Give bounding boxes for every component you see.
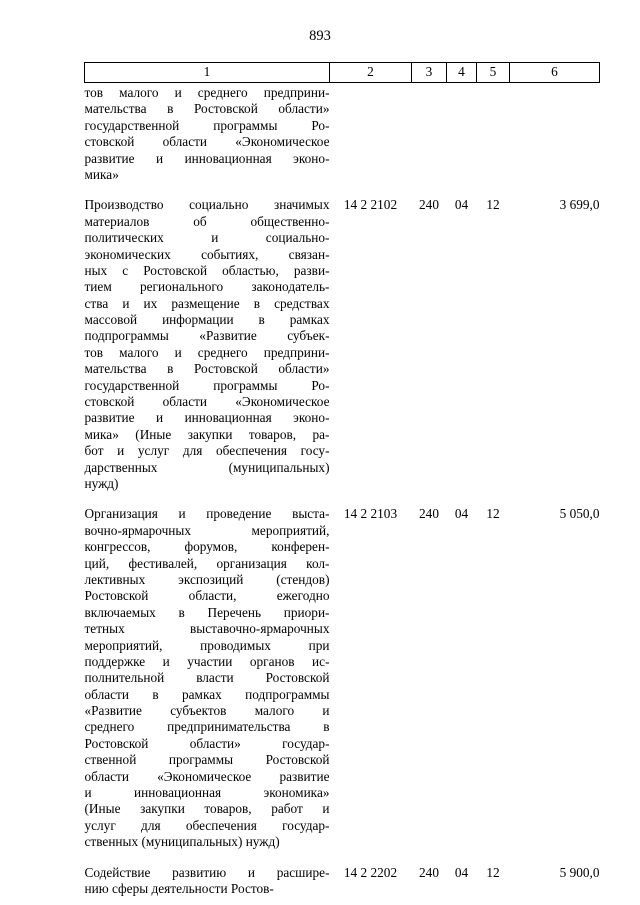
row-description — [85, 492, 330, 850]
table-row — [85, 492, 600, 850]
description-line: услуг для обеспечения государ- — [84, 817, 330, 833]
row-amount: 3 699,0 — [559, 197, 600, 213]
row-expense-type: 240 — [419, 197, 439, 213]
description-line: ственных (муниципальных) нужд) — [84, 834, 280, 850]
description-line: мика» — [84, 166, 119, 182]
description-line: среднего предпринимательства в — [84, 719, 330, 735]
description-line: Организация и проведение выста- — [84, 506, 330, 522]
description-line: ных с Ростовской областью, разви- — [84, 262, 330, 278]
description-line: нужд) — [84, 475, 119, 491]
description-line: тетных выставочно-ярмарочных — [84, 621, 330, 637]
row-code — [330, 83, 412, 184]
column-header-2: 2 — [330, 63, 412, 83]
description-line: ственной программы Ростовской — [84, 752, 330, 768]
description-line: подпрограммы «Развитие субъек- — [84, 328, 330, 344]
description-line: мероприятий, проводимых при — [84, 637, 330, 653]
row-subsection: 12 — [486, 506, 500, 522]
column-header-3: 3 — [412, 63, 447, 83]
table-body — [85, 83, 600, 898]
description-line: области «Экономическое развитие — [84, 768, 330, 784]
description-line: мательства в Ростовской области» — [84, 101, 330, 117]
description-line: политических и социально- — [84, 230, 330, 246]
description-line: поддержке и участии органов ис- — [84, 653, 330, 669]
table-row — [85, 183, 600, 492]
column-header-4: 4 — [447, 63, 477, 83]
description-line: развитие и инновационная эконо- — [84, 410, 330, 426]
row-subsection — [477, 83, 510, 184]
description-line: развитие и инновационная эконо- — [84, 150, 330, 166]
row-code: 14 2 2103 — [343, 506, 398, 522]
description-line: тов малого и среднего предприни- — [84, 344, 330, 360]
row-amount: 5 900,0 — [559, 864, 600, 880]
description-line: области в рамках подпрограммы — [84, 686, 330, 702]
description-line: вочно-ярмарочных мероприятий, — [84, 522, 330, 538]
description-line: ства и их размещение в средствах — [84, 295, 330, 311]
description-line: полнительной власти Ростовской — [84, 670, 330, 686]
column-header-6: 6 — [510, 63, 600, 83]
column-header-5: 5 — [477, 63, 510, 83]
description-line: массовой информации в рамках — [84, 312, 330, 328]
row-description — [85, 851, 330, 898]
page-number: 893 — [309, 28, 331, 44]
row-expense-type: 240 — [419, 506, 439, 522]
description-line: мика» (Иные закупки товаров, ра- — [84, 426, 330, 442]
description-line: Ростовской области, ежегодно — [84, 588, 330, 604]
description-line: Производство социально значимых — [84, 197, 330, 213]
row-expense-type — [412, 83, 447, 184]
table-row — [85, 83, 600, 184]
description-line: бот и услуг для обеспечения госу- — [84, 443, 330, 459]
row-description — [85, 83, 330, 184]
table-row — [85, 851, 600, 898]
description-line: Ростовской области» государ- — [84, 735, 330, 751]
budget-table — [84, 62, 600, 897]
row-description — [85, 183, 330, 492]
description-line: дарственных (муниципальных) — [84, 459, 330, 475]
description-line: Содействие развитию и расшире- — [84, 864, 330, 880]
column-header-1: 1 — [85, 63, 330, 83]
header-row — [85, 63, 600, 83]
description-line: стовской области «Экономическое — [84, 134, 330, 150]
description-line: государственной программы Ро- — [84, 117, 330, 133]
description-line: (Иные закупки товаров, работ и — [84, 801, 330, 817]
description-line: тов малого и среднего предприни- — [84, 85, 330, 100]
description-line: «Развитие субъектов малого и — [84, 703, 330, 719]
row-code: 14 2 2202 — [343, 864, 398, 880]
table-header — [85, 63, 600, 83]
row-amount: 5 050,0 — [559, 506, 600, 522]
row-expense-type: 240 — [419, 864, 439, 880]
row-section — [447, 83, 477, 184]
row-section: 04 — [454, 864, 469, 880]
description-line: нию сферы деятельности Ростов- — [84, 880, 274, 896]
description-line: экономических событиях, связан- — [84, 246, 330, 262]
row-subsection: 12 — [486, 864, 500, 880]
description-line: и инновационная экономика» — [84, 785, 330, 801]
description-line: материалов об общественно- — [84, 213, 330, 229]
row-subsection: 12 — [486, 197, 500, 213]
description-line: ций, фестивалей, организация кол- — [84, 555, 330, 571]
row-code: 14 2 2102 — [343, 197, 398, 213]
row-amount — [510, 83, 600, 184]
description-line: включаемых в Перечень приори- — [84, 604, 330, 620]
row-section: 04 — [454, 197, 469, 213]
description-line: государственной программы Ро- — [84, 377, 330, 393]
description-line: тием регионального законодатель- — [84, 279, 330, 295]
description-line: стовской области «Экономическое — [84, 394, 330, 410]
description-line: конгрессов, форумов, конферен- — [84, 539, 330, 555]
description-line: мательства в Ростовской области» — [84, 361, 330, 377]
row-section: 04 — [454, 506, 469, 522]
description-line: лективных экспозиций (стендов) — [84, 571, 330, 587]
